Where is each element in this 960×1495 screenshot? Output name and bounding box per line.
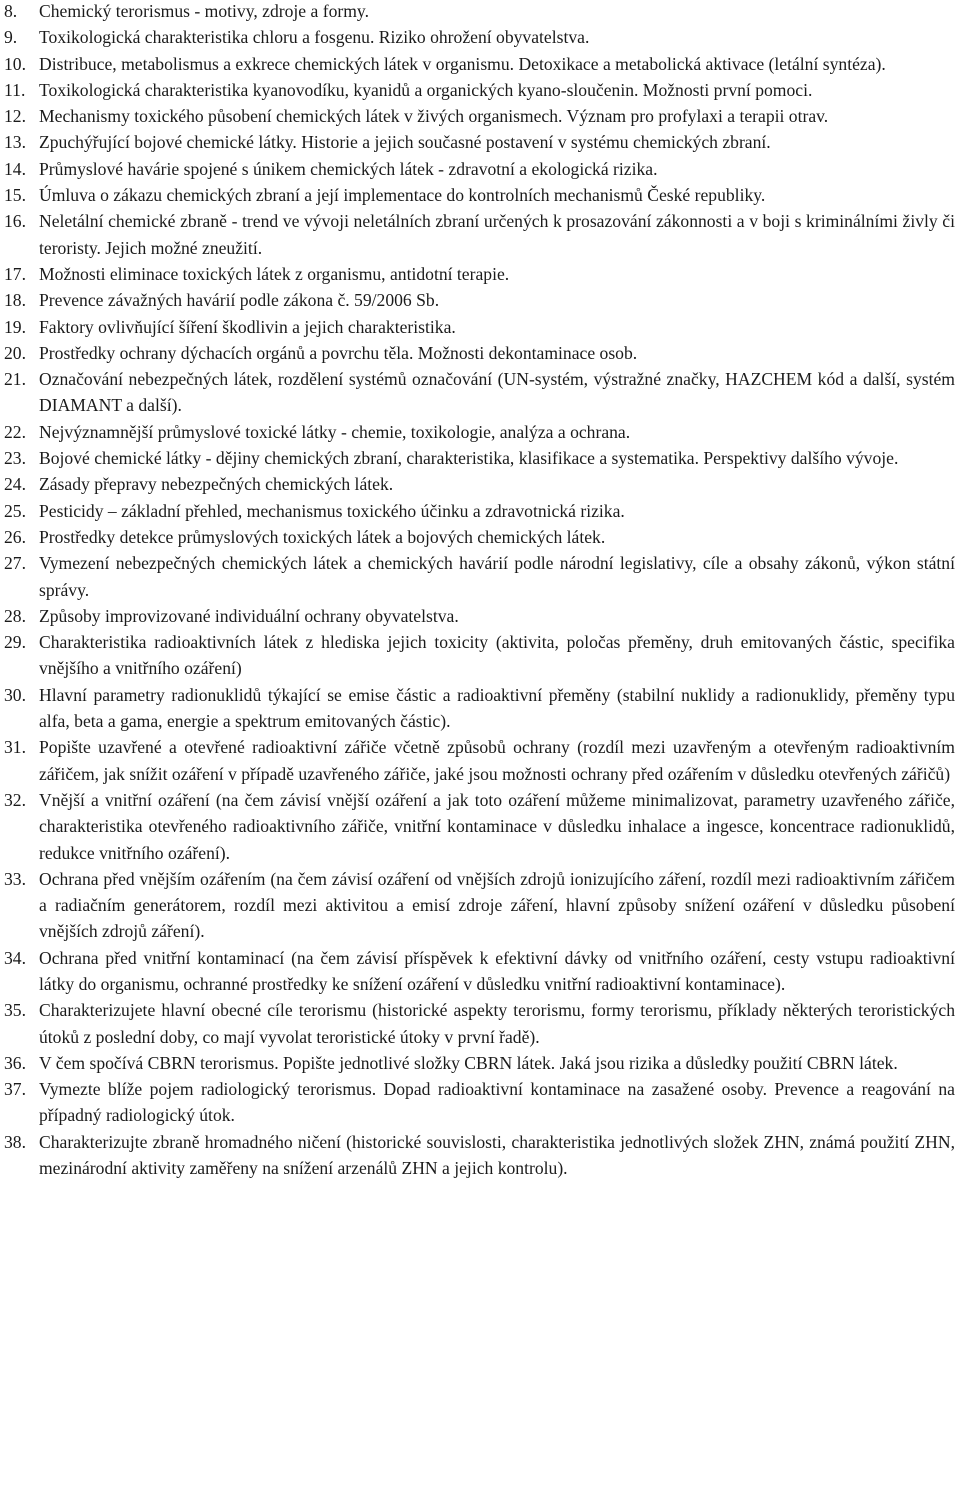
list-item bbox=[4, 550, 955, 603]
item-text: Nejvýznamnější průmyslové toxické látky - chemie, toxikologie, analýza a ochrana. bbox=[39, 421, 631, 442]
item-number: 21. bbox=[4, 369, 26, 390]
item-text: Způsoby improvizované individuální ochrany obyvatelstva. bbox=[39, 605, 459, 626]
item-text: Distribuce, metabolismus a exkrece chemických látek v organismu. Detoxikace a metabolická aktivace (letální syntéza). bbox=[39, 53, 886, 74]
item-number: 29. bbox=[4, 632, 26, 653]
list-item bbox=[4, 24, 955, 50]
item-text: Zásady přepravy nebezpečných chemických látek. bbox=[39, 474, 394, 495]
item-number: 25. bbox=[4, 500, 26, 521]
item-number: 22. bbox=[4, 421, 26, 442]
item-text: Charakterizujte zbraně hromadného ničení (historické souvislosti, charakteristika jednotlivých složek ZHN, známá použití ZHN, mezinárodní aktivity zaměřeny na snížení arzenálů ZHN a jejich kontrolu). bbox=[39, 1131, 955, 1179]
list-item bbox=[4, 340, 955, 366]
list-item bbox=[4, 787, 955, 866]
item-number: 23. bbox=[4, 448, 26, 469]
list-item bbox=[4, 524, 955, 550]
item-text: Hlavní parametry radionuklidů týkající se emise částic a radioaktivní přeměny (stabilní nuklidy a radionuklidy, přeměny typu alfa, beta a gama, energie a spektrum emitovaných částic). bbox=[39, 684, 955, 732]
item-number: 20. bbox=[4, 342, 26, 363]
item-number: 16. bbox=[4, 211, 26, 232]
item-number: 12. bbox=[4, 106, 26, 127]
item-text: Neletální chemické zbraně - trend ve vývoji neletálních zbraní určených k prosazování zákonnosti a v boji s kriminálními živly či teroristy. Jejich možné zneužití. bbox=[39, 211, 955, 258]
item-text: Vymezení nebezpečných chemických látek a chemických havárií podle národní legislativy, cíle a obsahy zákonů, výkon státní správy. bbox=[39, 553, 955, 600]
item-number: 35. bbox=[4, 1000, 26, 1021]
list-item bbox=[4, 1076, 955, 1129]
item-number: 24. bbox=[4, 474, 26, 495]
list-item bbox=[4, 471, 955, 497]
item-text: Bojové chemické látky - dějiny chemických zbraní, charakteristika, klasifikace a systematika. Perspektivy dalšího vývoje. bbox=[39, 448, 899, 469]
item-text: Toxikologická charakteristika kyanovodíku, kyanidů a organických kyano-sloučenin. Možnosti první pomoci. bbox=[39, 79, 813, 100]
list-item bbox=[4, 682, 955, 735]
item-text: Charakterizujete hlavní obecné cíle terorismu (historické aspekty terorismu, formy terorismu, příklady některých teroristických útoků z poslední doby, co mají vyvolat teroristické útoky v první řadě). bbox=[39, 1000, 955, 1047]
item-number: 10. bbox=[4, 53, 26, 74]
item-number: 8. bbox=[4, 1, 18, 21]
item-number: 9. bbox=[4, 27, 18, 48]
item-number: 30. bbox=[4, 684, 26, 705]
item-number: 26. bbox=[4, 526, 26, 547]
item-number: 19. bbox=[4, 316, 26, 337]
list-item bbox=[4, 366, 955, 419]
item-number: 34. bbox=[4, 947, 26, 968]
item-text: Faktory ovlivňující šíření škodlivin a jejich charakteristika. bbox=[39, 316, 456, 337]
list-item bbox=[4, 419, 955, 445]
list-item bbox=[4, 103, 955, 129]
list-item bbox=[4, 1129, 955, 1182]
item-number: 27. bbox=[4, 553, 26, 574]
item-number: 28. bbox=[4, 605, 26, 626]
list-item bbox=[4, 629, 955, 682]
item-text: Průmyslové havárie spojené s únikem chemických látek - zdravotní a ekologická rizika. bbox=[39, 158, 658, 179]
item-number: 13. bbox=[4, 132, 26, 153]
list-item bbox=[4, 498, 955, 524]
list-item bbox=[4, 156, 955, 182]
list-item bbox=[4, 0, 955, 24]
item-text: Ochrana před vnitřní kontaminací (na čem závisí příspěvek k efektivní dávky od vnitřního ozáření, cesty vstupu radioaktivní látky do organismu, ochranné prostředky ke snížení ozáření v důsledku vnitřní radioaktivní kontaminace). bbox=[39, 947, 955, 994]
item-text: Mechanismy toxického působení chemických látek v živých organismech. Význam pro profylaxi a terapii otrav. bbox=[39, 106, 829, 127]
item-text: Ochrana před vnějším ozářením (na čem závisí ozáření od vnějších zdrojů ionizujícího záření, rozdíl mezi radioaktivním zářičem a radiačním generátorem, rozdíl mezi aktivitou a emisí zdroje záření, hlavní způsoby snížení ozáření v důsledku působení vnějších zdrojů záření). bbox=[39, 868, 955, 942]
document-page bbox=[4, 0, 955, 1181]
list-item bbox=[4, 945, 955, 998]
item-number: 17. bbox=[4, 263, 26, 284]
list-item bbox=[4, 1050, 955, 1076]
item-text: Zpuchýřující bojové chemické látky. Historie a jejich současné postavení v systému chemických zbraní. bbox=[39, 132, 771, 153]
item-text: Chemický terorismus - motivy, zdroje a formy. bbox=[39, 1, 369, 21]
item-number: 33. bbox=[4, 868, 26, 889]
item-number: 11. bbox=[4, 79, 26, 100]
item-number: 38. bbox=[4, 1131, 26, 1152]
list-item bbox=[4, 997, 955, 1050]
list-item bbox=[4, 603, 955, 629]
list-item bbox=[4, 287, 955, 313]
item-text: Prostředky detekce průmyslových toxických látek a bojových chemických látek. bbox=[39, 526, 606, 547]
item-text: Označování nebezpečných látek, rozdělení systémů označování (UN-systém, výstražné značky, HAZCHEM kód a další, systém DIAMANT a další). bbox=[39, 369, 955, 416]
list-item bbox=[4, 208, 955, 261]
item-text: Možnosti eliminace toxických látek z organismu, antidotní terapie. bbox=[39, 263, 510, 284]
item-number: 18. bbox=[4, 290, 26, 311]
list-item bbox=[4, 77, 955, 103]
question-list bbox=[4, 0, 955, 1181]
list-item bbox=[4, 182, 955, 208]
item-text: Charakteristika radioaktivních látek z hlediska jejich toxicity (aktivita, poločas přeměny, druh emitovaných částic, specifika vnějšího a vnitřního ozáření) bbox=[39, 632, 955, 679]
list-item bbox=[4, 314, 955, 340]
item-text: Prostředky ochrany dýchacích orgánů a povrchu těla. Možnosti dekontaminace osob. bbox=[39, 342, 638, 363]
item-text: Vnější a vnitřní ozáření (na čem závisí vnější ozáření a jak toto ozáření můžeme minimalizovat, parametry uzavřeného zářiče, charakteristika otevřeného radioaktivního zářiče, vnitřní kontaminace v důsledku inhalace a ingesce, koncentrace radionuklidů, redukce vnitřního ozáření). bbox=[39, 789, 955, 863]
item-number: 31. bbox=[4, 737, 26, 758]
list-item bbox=[4, 129, 955, 155]
item-number: 36. bbox=[4, 1052, 26, 1073]
item-text: Úmluva o zákazu chemických zbraní a její implementace do kontrolních mechanismů České republiky. bbox=[39, 185, 766, 206]
item-number: 15. bbox=[4, 185, 26, 206]
item-text: Toxikologická charakteristika chloru a fosgenu. Riziko ohrožení obyvatelstva. bbox=[39, 27, 590, 48]
list-item bbox=[4, 734, 955, 787]
item-text: Pesticidy – základní přehled, mechanismus toxického účinku a zdravotnická rizika. bbox=[39, 500, 625, 521]
item-text: Prevence závažných havárií podle zákona č. 59/2006 Sb. bbox=[39, 290, 440, 311]
list-item bbox=[4, 866, 955, 945]
item-number: 32. bbox=[4, 789, 26, 810]
list-item bbox=[4, 261, 955, 287]
item-number: 37. bbox=[4, 1079, 26, 1100]
list-item bbox=[4, 445, 955, 471]
item-text: Vymezte blíže pojem radiologický terorismus. Dopad radioaktivní kontaminace na zasažené osoby. Prevence a reagování na případný radiologický útok. bbox=[39, 1079, 955, 1126]
item-text: V čem spočívá CBRN terorismus. Popište jednotlivé složky CBRN látek. Jaká jsou rizika a důsledky použití CBRN látek. bbox=[39, 1052, 898, 1073]
item-number: 14. bbox=[4, 158, 26, 179]
list-item bbox=[4, 51, 955, 77]
item-text: Popište uzavřené a otevřené radioaktivní zářiče včetně způsobů ochrany (rozdíl mezi uzavřeným a otevřeným radioaktivním zářičem, jak snížit ozáření v případě uzavřeného zářiče, jaké jsou možnosti ochrany před ozářením v důsledku otevřených zářičů) bbox=[39, 737, 955, 784]
